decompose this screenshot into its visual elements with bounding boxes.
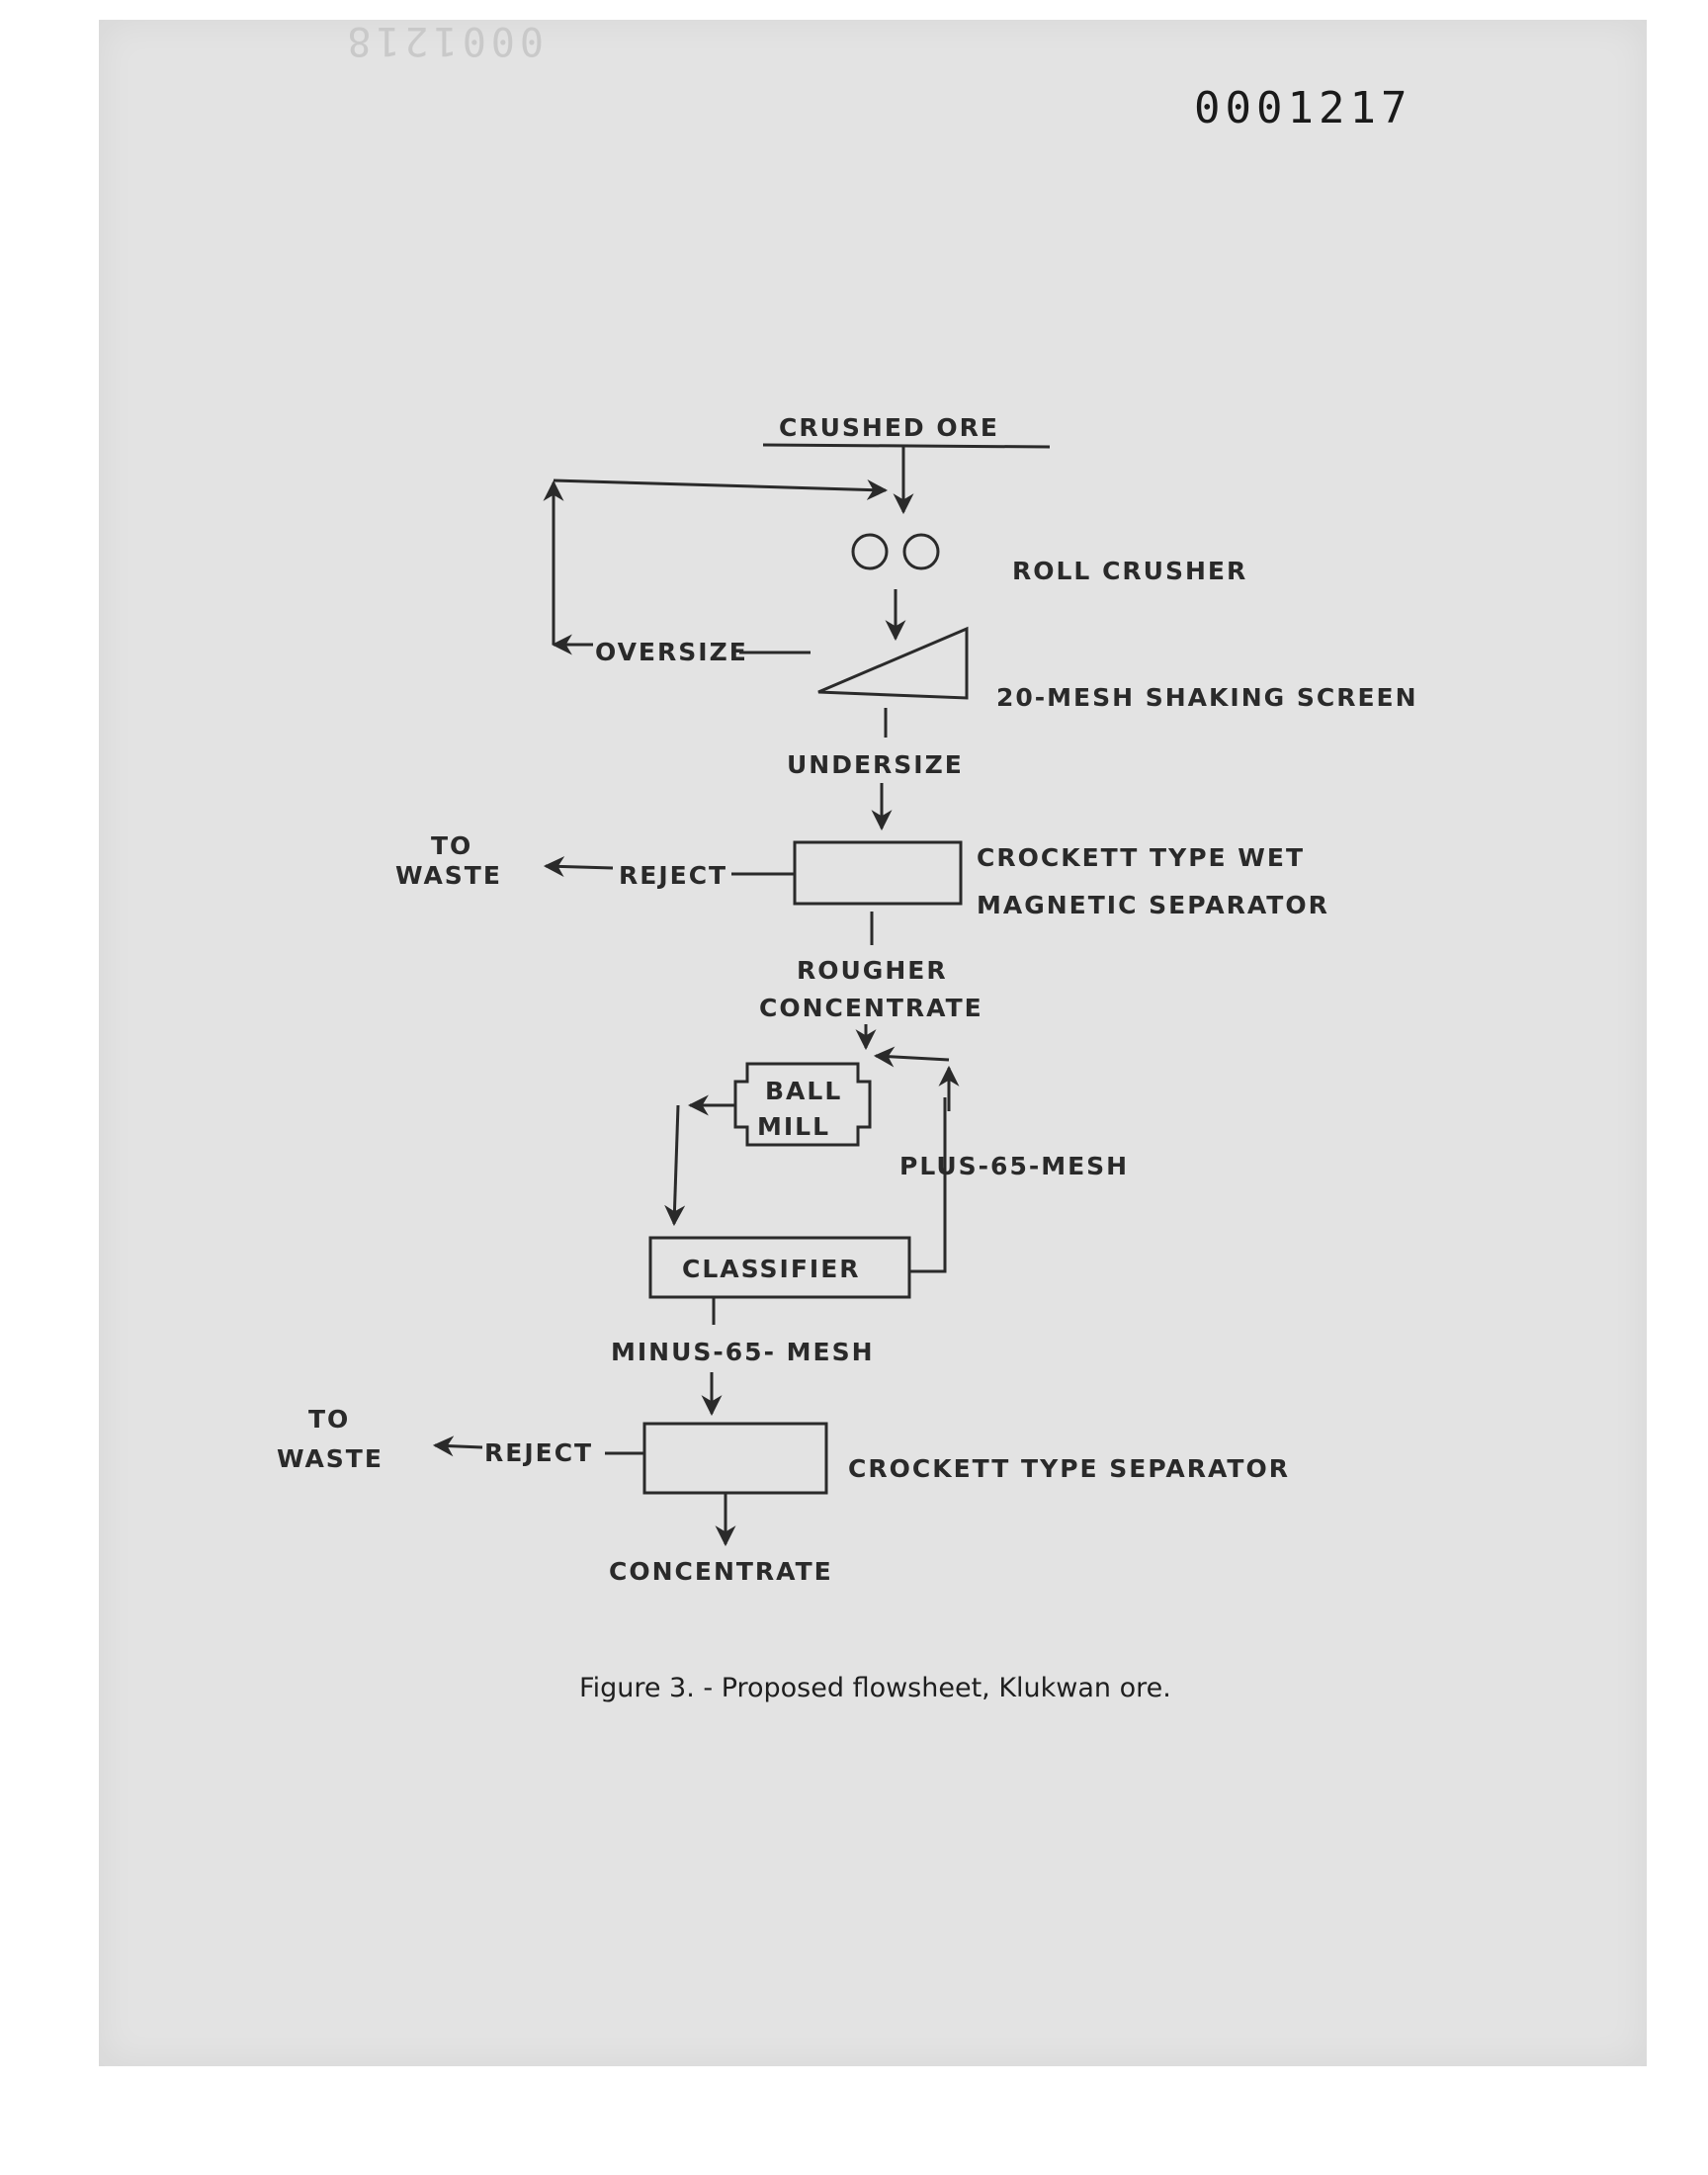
crockett-separator-label: CROCKETT TYPE SEPARATOR: [848, 1454, 1290, 1483]
waste-2-label-line2: WASTE: [277, 1444, 384, 1473]
reject-1-arrow: [546, 866, 613, 868]
plus-mesh-return-line: [909, 1097, 945, 1271]
roll-crusher-roll-right: [904, 535, 938, 568]
minus-mesh-label: MINUS-65- MESH: [611, 1338, 875, 1366]
oversize-label: OVERSIZE: [595, 638, 748, 666]
shaking-screen-symbol: [818, 629, 967, 698]
wet-separator-label-line1: CROCKETT TYPE WET: [977, 843, 1305, 872]
waste-2-label-line1: TO: [308, 1405, 351, 1434]
classifier-label: CLASSIFIER: [682, 1255, 861, 1283]
rougher-label-line2: CONCENTRATE: [759, 994, 983, 1022]
plus-mesh-left-arrow: [876, 1056, 949, 1060]
page-id-bleed: 0001218: [342, 18, 544, 63]
feed-label: CRUSHED ORE: [779, 413, 999, 442]
undersize-label: UNDERSIZE: [787, 750, 964, 779]
wet-magnetic-separator-box: [795, 842, 961, 904]
ball-mill-label-line2: MILL: [757, 1112, 831, 1141]
wet-separator-label-line2: MAGNETIC SEPARATOR: [977, 891, 1329, 919]
crockett-separator-box: [644, 1424, 826, 1493]
reject-2-arrow: [435, 1445, 482, 1447]
reject-2-label: REJECT: [484, 1438, 594, 1467]
figure-caption: Figure 3. - Proposed flowsheet, Klukwan ore.: [579, 1673, 1171, 1703]
page-id: 0001217: [1194, 83, 1412, 133]
concentrate-label: CONCENTRATE: [609, 1557, 833, 1586]
plus-mesh-label: PLUS-65-MESH: [899, 1152, 1130, 1180]
shaking-screen-label: 20-MESH SHAKING SCREEN: [996, 683, 1418, 712]
ball-mill-label-line1: BALL: [765, 1077, 843, 1105]
feed-underline: [763, 445, 1050, 447]
reject-1-label: REJECT: [619, 861, 728, 890]
waste-1-label-line2: WASTE: [395, 861, 502, 890]
roll-crusher-roll-left: [853, 535, 887, 568]
roll-crusher-label: ROLL CRUSHER: [1012, 557, 1248, 585]
rougher-label-line1: ROUGHER: [797, 956, 948, 985]
recycle-top-arrow: [554, 480, 886, 490]
waste-1-label-line1: TO: [431, 831, 473, 860]
mill-to-classifier-arrow: [674, 1105, 678, 1224]
